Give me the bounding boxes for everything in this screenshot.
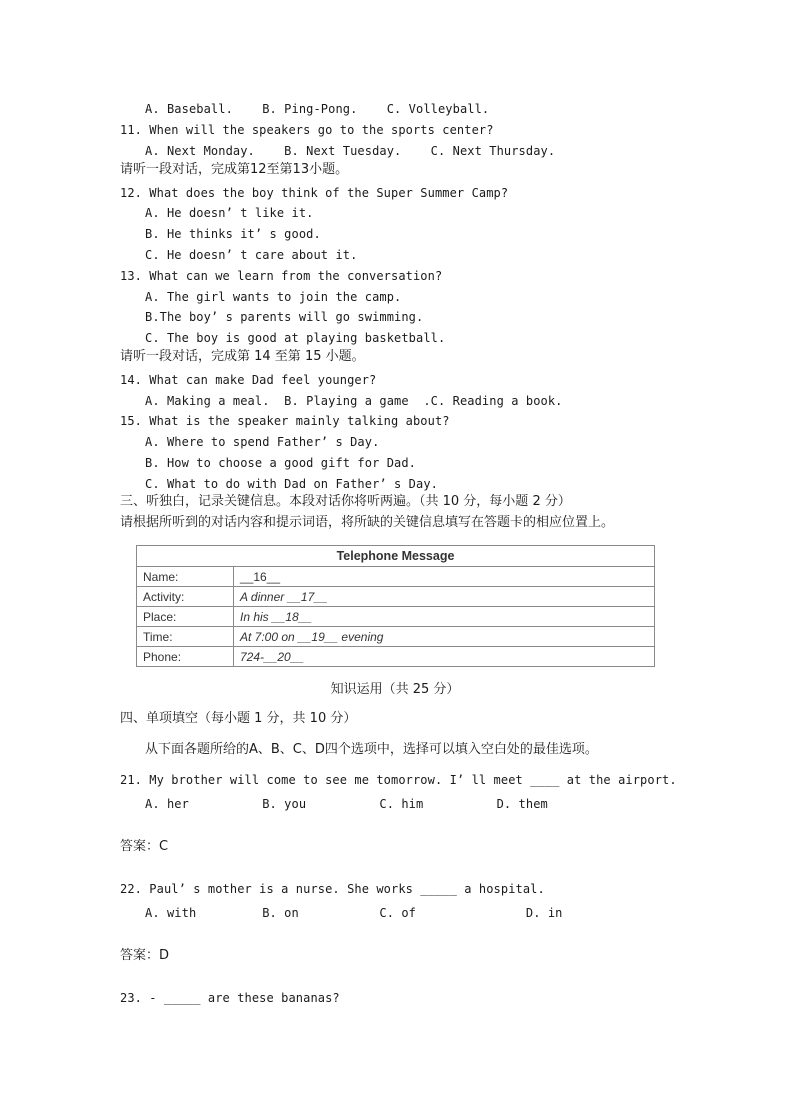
q15-option-b: B. How to choose a good gift for Dad. [145, 456, 417, 470]
q12-option-a: A. He doesn’ t like it. [145, 206, 314, 220]
q21-answer: 答案：C [120, 839, 169, 854]
q13-stem: 13. What can we learn from the conversation? [120, 269, 443, 283]
row-label: Time: [137, 627, 234, 647]
q21-options: A. her B. you C. him D. them [145, 797, 548, 811]
q11-options: A. Next Monday. B. Next Tuesday. C. Next Thursday. [145, 144, 556, 158]
q14-options: A. Making a meal. B. Playing a game .C. Reading a book. [145, 394, 563, 408]
table-title: Telephone Message [137, 546, 655, 567]
row-label: Activity: [137, 587, 234, 607]
row-value: At 7:00 on __19__ evening [234, 627, 655, 647]
q22-options: A. with B. on C. of D. in [145, 906, 563, 920]
q12-option-c: C. He doesn’ t care about it. [145, 248, 358, 262]
instruction-14-15: 请听一段对话，完成第 14 至第 15 小题。 [120, 349, 365, 364]
q15-option-c: C. What to do with Dad on Father’ s Day. [145, 477, 438, 491]
q11-stem: 11. When will the speakers go to the sports center? [120, 123, 494, 137]
instruction-12-13: 请听一段对话，完成第12至第13小题。 [120, 162, 349, 177]
q13-option-b: B.The boy’ s parents will go swimming. [145, 310, 424, 324]
row-label: Place: [137, 607, 234, 627]
section4-instruction: 从下面各题所给的A、B、C、D四个选项中，选择可以填入空白处的最佳选项。 [145, 742, 598, 757]
q15-option-a: A. Where to spend Father’ s Day. [145, 435, 380, 449]
q12-option-b: B. He thinks it’ s good. [145, 227, 321, 241]
section3-instruction: 请根据所听到的对话内容和提示词语，将所缺的关键信息填写在答题卡的相应位置上。 [120, 515, 615, 530]
row-value: In his __18__ [234, 607, 655, 627]
table-row [137, 627, 655, 647]
row-value: 724-__20__ [234, 647, 655, 667]
row-label: Phone: [137, 647, 234, 667]
part-title: 知识运用（共 25 分） [330, 682, 460, 697]
q13-option-a: A. The girl wants to join the camp. [145, 290, 402, 304]
q12-stem: 12. What does the boy think of the Super Summer Camp? [120, 186, 509, 200]
q15-stem: 15. What is the speaker mainly talking about? [120, 414, 450, 428]
section4-title: 四、单项填空（每小题 1 分，共 10 分） [120, 711, 357, 726]
q23-stem: 23. - _____ are these bananas? [120, 991, 340, 1005]
q22-stem: 22. Paul’ s mother is a nurse. She works _____ a hospital. [120, 882, 545, 896]
telephone-message-table [136, 545, 655, 667]
table-row [137, 607, 655, 627]
q14-stem: 14. What can make Dad feel younger? [120, 373, 377, 387]
table-row [137, 587, 655, 607]
q13-option-c: C. The boy is good at playing basketball. [145, 331, 446, 345]
row-value: __16__ [234, 567, 655, 587]
row-label: Name: [137, 567, 234, 587]
q10-options: A. Baseball. B. Ping-Pong. C. Volleyball. [145, 102, 490, 116]
section3-title: 三、听独白，记录关键信息。本段对话你将听两遍。（共 10 分，每小题 2 分） [120, 494, 571, 509]
q21-stem: 21. My brother will come to see me tomorrow. I’ ll meet ____ at the airport. [120, 773, 677, 787]
table-row [137, 647, 655, 667]
q22-answer: 答案：D [120, 948, 170, 963]
row-value: A dinner __17__ [234, 587, 655, 607]
table-row [137, 567, 655, 587]
